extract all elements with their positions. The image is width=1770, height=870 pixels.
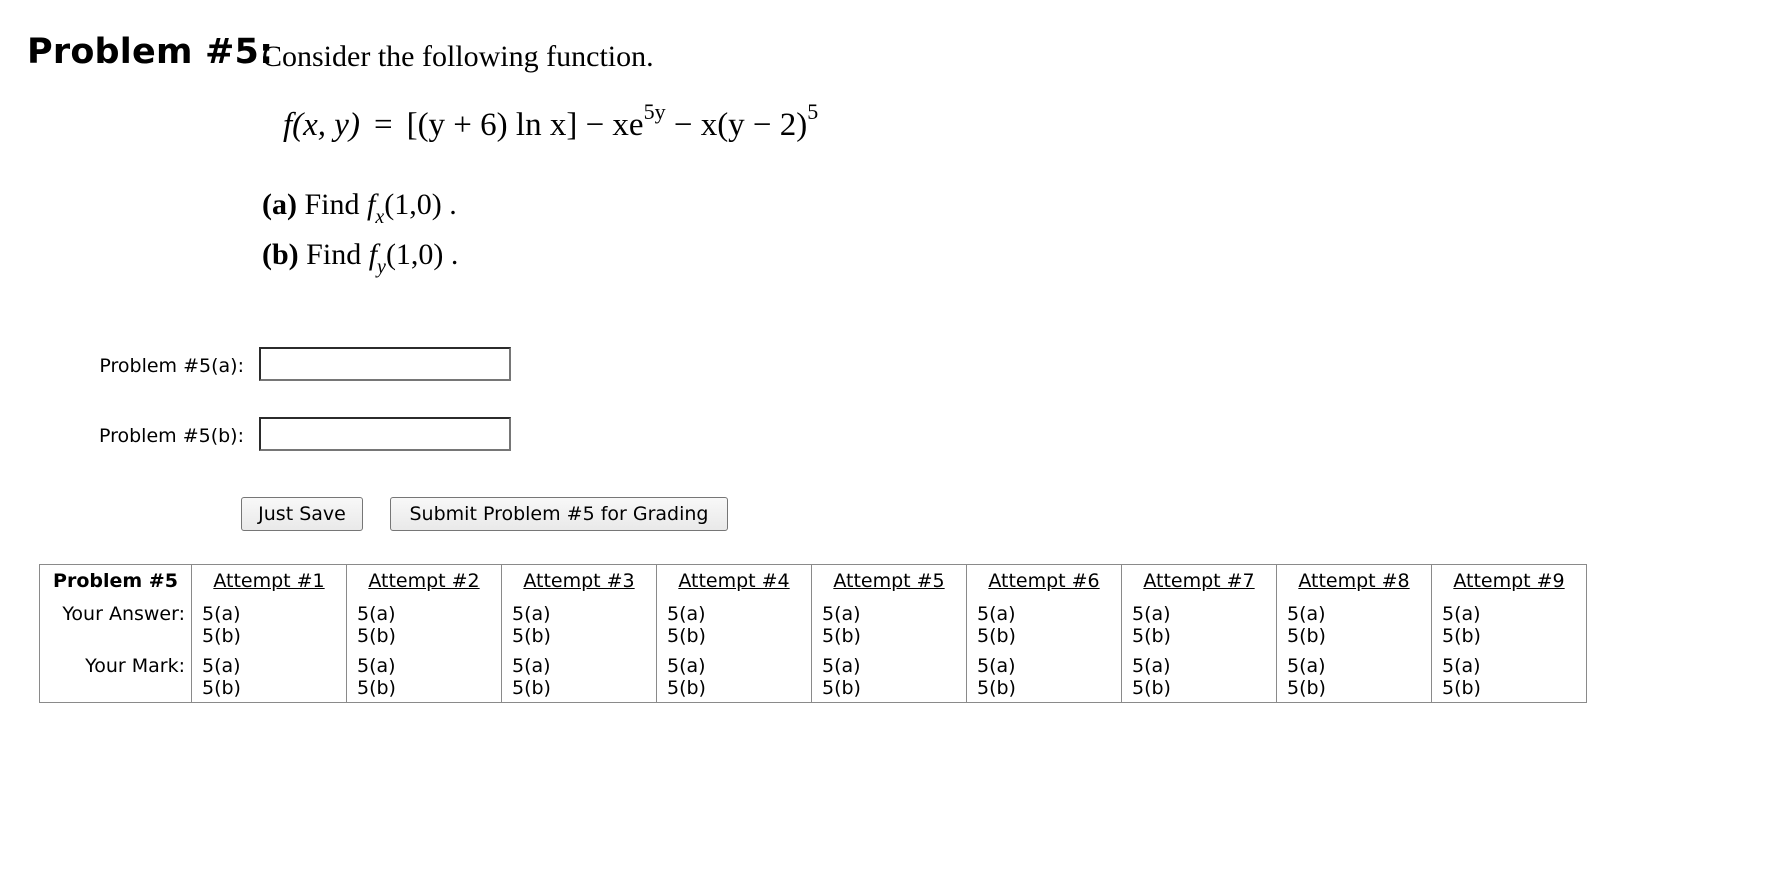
answer-cell-a: 5(a) <box>1287 603 1326 625</box>
attempt-header-5[interactable]: Attempt #5 <box>812 565 967 598</box>
mark-cell-b: 5(b) <box>1287 677 1326 699</box>
answer-cell-a: 5(a) <box>357 603 396 625</box>
attempt-header-8[interactable]: Attempt #8 <box>1277 565 1432 598</box>
answer-cell <box>967 597 1122 651</box>
equation-rhs-main: [(y + 6) ln x] − xe <box>406 107 644 143</box>
answer-cell <box>1122 597 1277 651</box>
your-answer-row <box>40 597 1587 651</box>
answer-cell-b: 5(b) <box>357 625 396 647</box>
mark-cell <box>967 651 1122 703</box>
mark-cell <box>812 651 967 703</box>
mark-cell <box>347 651 502 703</box>
answer-cell <box>347 597 502 651</box>
answer-cell-a: 5(a) <box>202 603 241 625</box>
answer-cell-b: 5(b) <box>1287 625 1326 647</box>
equation-equals: = <box>373 107 393 143</box>
attempt-header-1[interactable]: Attempt #1 <box>192 565 347 598</box>
mark-cell-b: 5(b) <box>822 677 861 699</box>
attempt-header-7[interactable]: Attempt #7 <box>1122 565 1277 598</box>
problem-title: Problem #5: <box>27 32 274 72</box>
part-a-func: f <box>367 188 376 221</box>
answer-cell-b: 5(b) <box>1132 625 1171 647</box>
mark-cell <box>657 651 812 703</box>
just-save-button[interactable]: Just Save <box>241 497 363 531</box>
part-a-sub: x <box>375 206 385 228</box>
answer-cell-b: 5(b) <box>512 625 551 647</box>
mark-cell-a: 5(a) <box>1132 655 1171 677</box>
mark-cell-a: 5(a) <box>1287 655 1326 677</box>
attempt-header-2[interactable]: Attempt #2 <box>347 565 502 598</box>
mark-cell-b: 5(b) <box>512 677 551 699</box>
mark-cell-b: 5(b) <box>202 677 241 699</box>
mark-cell-b: 5(b) <box>977 677 1016 699</box>
attempts-header-row <box>40 565 1587 598</box>
answer-cell <box>812 597 967 651</box>
answer-cell-b: 5(b) <box>822 625 861 647</box>
equation-lhs: f(x, y) <box>283 107 360 143</box>
part-a-text: Find <box>304 188 360 221</box>
answer-cell <box>192 597 347 651</box>
function-equation <box>283 99 819 144</box>
mark-cell-a: 5(a) <box>1442 655 1481 677</box>
attempt-header-9[interactable]: Attempt #9 <box>1432 565 1587 598</box>
attempts-table <box>39 564 1587 703</box>
attempt-header-4[interactable]: Attempt #4 <box>657 565 812 598</box>
answer-cell <box>502 597 657 651</box>
answer-cell-b: 5(b) <box>1442 625 1481 647</box>
part-b-text: Find <box>306 238 362 271</box>
answer-b-input[interactable] <box>259 417 511 451</box>
mark-cell-b: 5(b) <box>1442 677 1481 699</box>
part-b-question <box>262 238 458 277</box>
answer-cell-a: 5(a) <box>1442 603 1481 625</box>
your-mark-label: Your Mark: <box>40 651 192 703</box>
answer-cell-b: 5(b) <box>667 625 706 647</box>
part-b-label: (b) <box>262 238 299 271</box>
mark-cell-a: 5(a) <box>357 655 396 677</box>
answer-a-input[interactable] <box>259 347 511 381</box>
answer-a-label: Problem #5(a): <box>99 355 244 377</box>
part-b-sub: y <box>377 256 386 278</box>
your-answer-label: Your Answer: <box>40 597 192 651</box>
mark-cell-b: 5(b) <box>357 677 396 699</box>
part-a-arg: (1,0) . <box>384 188 457 221</box>
answer-cell-a: 5(a) <box>512 603 551 625</box>
answer-cell <box>1277 597 1432 651</box>
attempt-header-6[interactable]: Attempt #6 <box>967 565 1122 598</box>
your-mark-row <box>40 651 1587 703</box>
submit-grading-button[interactable]: Submit Problem #5 for Grading <box>390 497 728 531</box>
equation-exponent-1: 5y <box>643 99 666 124</box>
mark-cell-b: 5(b) <box>1132 677 1171 699</box>
mark-cell-b: 5(b) <box>667 677 706 699</box>
answer-cell-b: 5(b) <box>202 625 241 647</box>
answer-cell-a: 5(a) <box>822 603 861 625</box>
answer-cell-b: 5(b) <box>977 625 1016 647</box>
equation-rhs-mid: − x(y − 2) <box>665 107 808 143</box>
mark-cell-a: 5(a) <box>512 655 551 677</box>
answer-cell <box>1432 597 1587 651</box>
answer-b-label: Problem #5(b): <box>98 425 244 447</box>
mark-cell <box>502 651 657 703</box>
part-b-func: f <box>368 238 378 271</box>
mark-cell <box>1122 651 1277 703</box>
part-a-question <box>262 188 457 227</box>
attempts-corner: Problem #5 <box>40 565 192 598</box>
mark-cell-a: 5(a) <box>202 655 241 677</box>
answer-cell <box>657 597 812 651</box>
mark-cell-a: 5(a) <box>977 655 1016 677</box>
part-b-arg: (1,0) . <box>385 238 459 271</box>
mark-cell <box>1432 651 1587 703</box>
answer-cell-a: 5(a) <box>667 603 706 625</box>
answer-cell-a: 5(a) <box>977 603 1016 625</box>
equation-exponent-2: 5 <box>807 99 819 124</box>
part-a-label: (a) <box>262 188 297 221</box>
mark-cell-a: 5(a) <box>667 655 706 677</box>
mark-cell-a: 5(a) <box>822 655 861 677</box>
mark-cell <box>192 651 347 703</box>
attempt-header-3[interactable]: Attempt #3 <box>502 565 657 598</box>
problem-intro: Consider the following function. <box>262 40 654 73</box>
mark-cell <box>1277 651 1432 703</box>
answer-cell-a: 5(a) <box>1132 603 1171 625</box>
